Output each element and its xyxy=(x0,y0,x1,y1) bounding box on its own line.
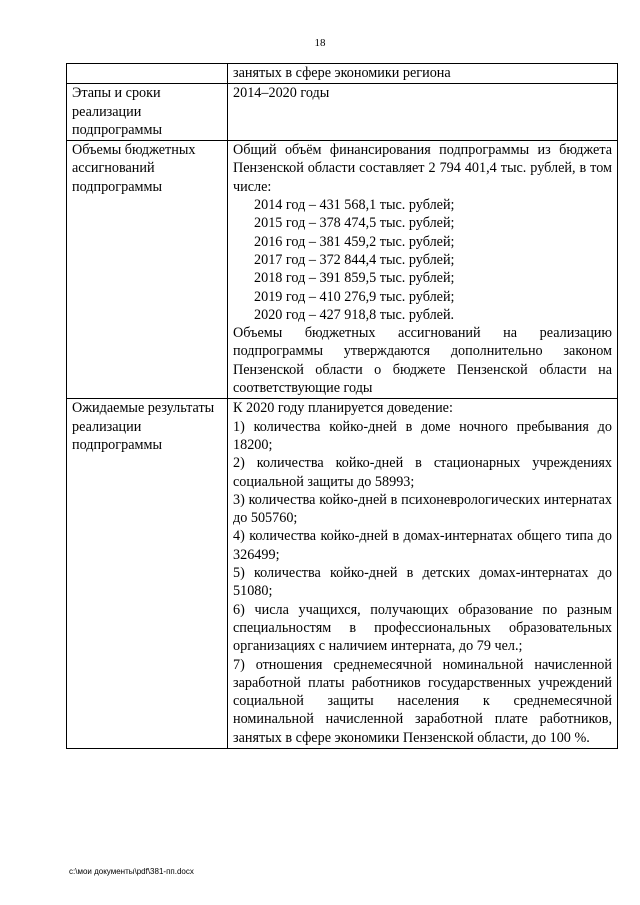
table-row xyxy=(67,399,618,749)
funding-year: 2018 год – 391 859,5 тыс. рублей; xyxy=(254,270,455,287)
row-label: Объемы бюджетных ассигнований подпрограммы xyxy=(67,141,228,399)
passport-table xyxy=(66,63,618,749)
results-intro: К 2020 году планируется доведение: xyxy=(233,400,453,417)
row-value xyxy=(228,399,618,749)
funding-year: 2016 год – 381 459,2 тыс. рублей; xyxy=(254,233,455,250)
row-value: занятых в сфере экономики региона xyxy=(228,64,618,84)
table-row xyxy=(67,84,618,141)
row-value: 2014–2020 годы xyxy=(228,84,618,141)
funding-intro: Общий объём финансирования подпрограммы из бюджета Пензенской области составляет 2 794 401,4 тыс. рублей, в том числе: xyxy=(233,142,612,195)
result-item: 7) отношения среднемесячной номинальной начисленной заработной платы работников государственных учреждений социальной защиты населения к среднемесячной номинальной начисленной заработной плате работников, занятых в сфере экономики Пензенской области, до 100 %. xyxy=(233,656,612,746)
result-item: 3) количества койко-дней в психоневрологических интернатах до 505760; xyxy=(233,491,612,527)
row-label: Ожидаемые результаты реализации подпрограммы xyxy=(67,399,228,749)
funding-year: 2019 год – 410 276,9 тыс. рублей; xyxy=(254,288,455,305)
file-path-footer: c:\мои документы\pdf\381-пп.docx xyxy=(69,867,194,876)
result-item: 5) количества койко-дней в детских домах-интернатах до 51080; xyxy=(233,565,612,600)
table-row xyxy=(67,141,618,399)
page-number: 18 xyxy=(314,37,326,49)
funding-year: 2020 год – 427 918,8 тыс. рублей. xyxy=(254,306,455,323)
row-label: Этапы и сроки реализации подпрограммы xyxy=(67,84,228,141)
funding-year: 2015 год – 378 474,5 тыс. рублей; xyxy=(254,215,455,232)
result-item: 2) количества койко-дней в стационарных учреждениях социальной защиты до 58993; xyxy=(233,455,612,490)
funding-year: 2014 год – 431 568,1 тыс. рублей; xyxy=(254,197,455,214)
table-row xyxy=(67,64,618,84)
funding-outro: Объемы бюджетных ассигнований на реализацию подпрограммы утверждаются дополнительно законом Пензенской области о бюджете Пензенской области на соответствующие годы xyxy=(233,325,612,397)
result-item: 1) количества койко-дней в доме ночного пребывания до 18200; xyxy=(233,418,612,453)
row-value xyxy=(228,141,618,399)
row-label xyxy=(67,64,228,84)
result-item: 4) количества койко-дней в домах-интернатах общего типа до 326499; xyxy=(233,528,612,563)
funding-year: 2017 год – 372 844,4 тыс. рублей; xyxy=(254,251,455,268)
result-item: 6) числа учащихся, получающих образование по разным специальностям в профессиональных образовательных организациях с наличием интерната, до 79 чел.; xyxy=(233,601,612,655)
